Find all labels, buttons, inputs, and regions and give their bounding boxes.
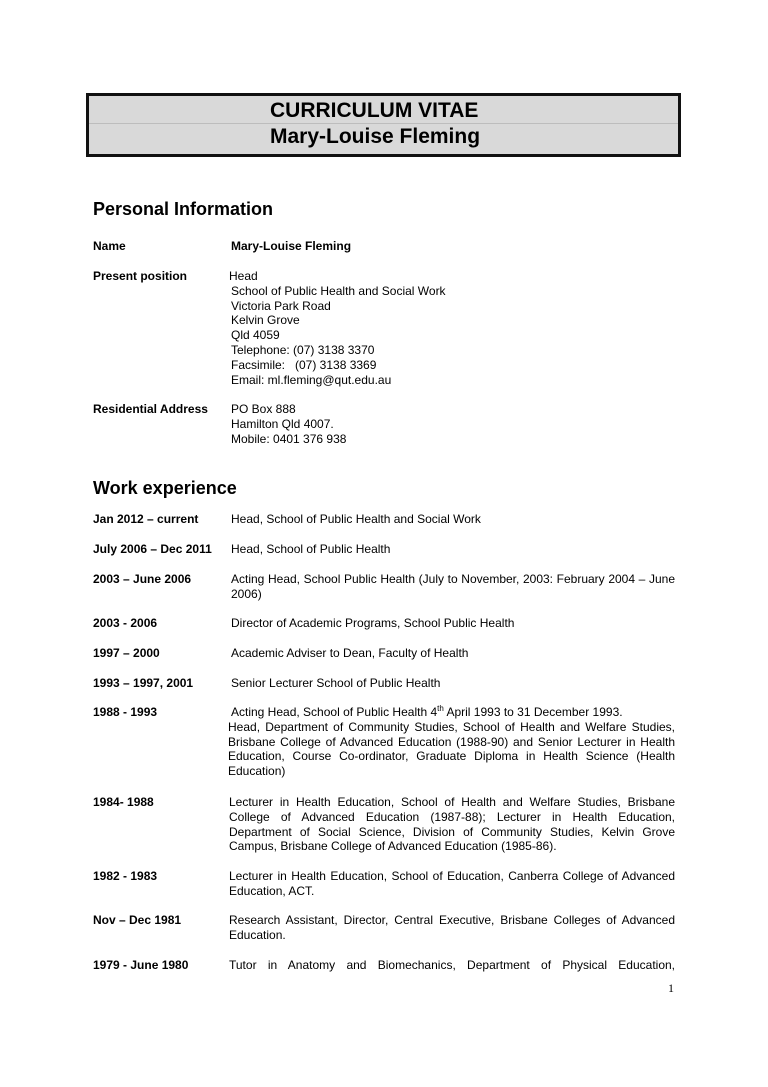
- address-line: Mobile: 0401 376 938: [231, 431, 347, 446]
- work-entry-line: [231, 705, 675, 720]
- title-box: [86, 93, 681, 157]
- work-entry-date: Jan 2012 – current: [93, 512, 199, 526]
- work-entry-text: Lecturer in Health Education, School of Education, Canberra College of Advanced Education, ACT.: [229, 869, 675, 898]
- work-entry-text-part: Acting Head, School of Public Health 4: [231, 705, 438, 719]
- work-entry-date: 1997 – 2000: [93, 646, 160, 660]
- position-line: Qld 4059: [231, 328, 280, 343]
- residential-address-label: Residential Address: [93, 402, 208, 416]
- position-line: Telephone: (07) 3138 3370: [231, 342, 375, 357]
- residential-address-value: [231, 402, 675, 446]
- work-entry-text: Research Assistant, Director, Central Executive, Brisbane Colleges of Advanced Education.: [229, 913, 675, 942]
- work-experience-heading: Work experience: [93, 478, 237, 498]
- work-entry-date: 1988 - 1993: [93, 705, 158, 719]
- work-entry-text: Senior Lecturer School of Public Health: [231, 676, 441, 690]
- page-number: 1: [668, 981, 674, 995]
- present-position-label: Present position: [93, 269, 188, 283]
- work-entry-date: July 2006 – Dec 2011: [93, 542, 212, 556]
- work-entry-text: Acting Head, School Public Health (July to November, 2003: February 2004 – June 2006): [231, 572, 675, 601]
- work-entry-date: 1993 – 1997, 2001: [93, 676, 194, 690]
- work-entry-date: 1979 - June 1980: [93, 958, 189, 972]
- work-entry-text-part: April 1993 to 31 December 1993.: [443, 705, 623, 719]
- ordinal-suffix: th: [437, 704, 444, 713]
- work-entry-text: Head, School of Public Health and Social Work: [231, 512, 481, 526]
- work-entry-line: Head, Department of Community Studies, School of Health and Welfare Studies, Brisbane College of Advanced Education (1988-90) and Senior Lecturer in Health Education, Course Co-ordinator, Graduate Diploma in Health Science (Health Education): [228, 719, 675, 779]
- work-entry-date: Nov – Dec 1981: [93, 913, 182, 927]
- work-entry-date: 2003 – June 2006: [93, 572, 192, 586]
- position-email: Email: ml.fleming@qut.edu.au: [231, 372, 392, 387]
- work-entry-text: Director of Academic Programs, School Public Health: [231, 616, 515, 630]
- work-entry-text: Academic Adviser to Dean, Faculty of Health: [231, 646, 469, 660]
- position-line: School of Public Health and Social Work: [231, 283, 446, 298]
- personal-information-heading: Personal Information: [93, 199, 274, 219]
- work-entry-date: 2003 - 2006: [93, 616, 158, 630]
- work-entry-text: Lecturer in Health Education, School of Health and Welfare Studies, Brisbane College of Advanced Education (1987-88); Lecturer in Health Education, Department of Social Science, Division of Community Studies, Kelvin Grove Campus, Brisbane College of Advanced Education (1985-86).: [229, 795, 675, 854]
- position-line: Head: [229, 269, 258, 283]
- work-entry-text: Tutor in Anatomy and Biomechanics, Department of Physical Education,: [229, 958, 675, 972]
- work-entry-date: 1982 - 1983: [93, 869, 158, 883]
- work-entry-date: 1984- 1988: [93, 795, 154, 809]
- work-entry-text: [228, 704, 675, 779]
- name-value: Mary-Louise Fleming: [231, 239, 352, 253]
- position-line: Facsimile: (07) 3138 3369: [231, 357, 377, 372]
- document-author: Mary-Louise Fleming: [270, 125, 481, 148]
- document-title: CURRICULUM VITAE: [270, 99, 479, 122]
- position-line: Kelvin Grove: [231, 313, 300, 328]
- present-position-value: [231, 269, 675, 387]
- name-label: Name: [93, 239, 126, 253]
- position-line: Victoria Park Road: [231, 298, 331, 313]
- work-entry-text: Head, School of Public Health: [231, 542, 391, 556]
- address-line: PO Box 888: [231, 402, 296, 416]
- address-line: Hamilton Qld 4007.: [231, 416, 334, 431]
